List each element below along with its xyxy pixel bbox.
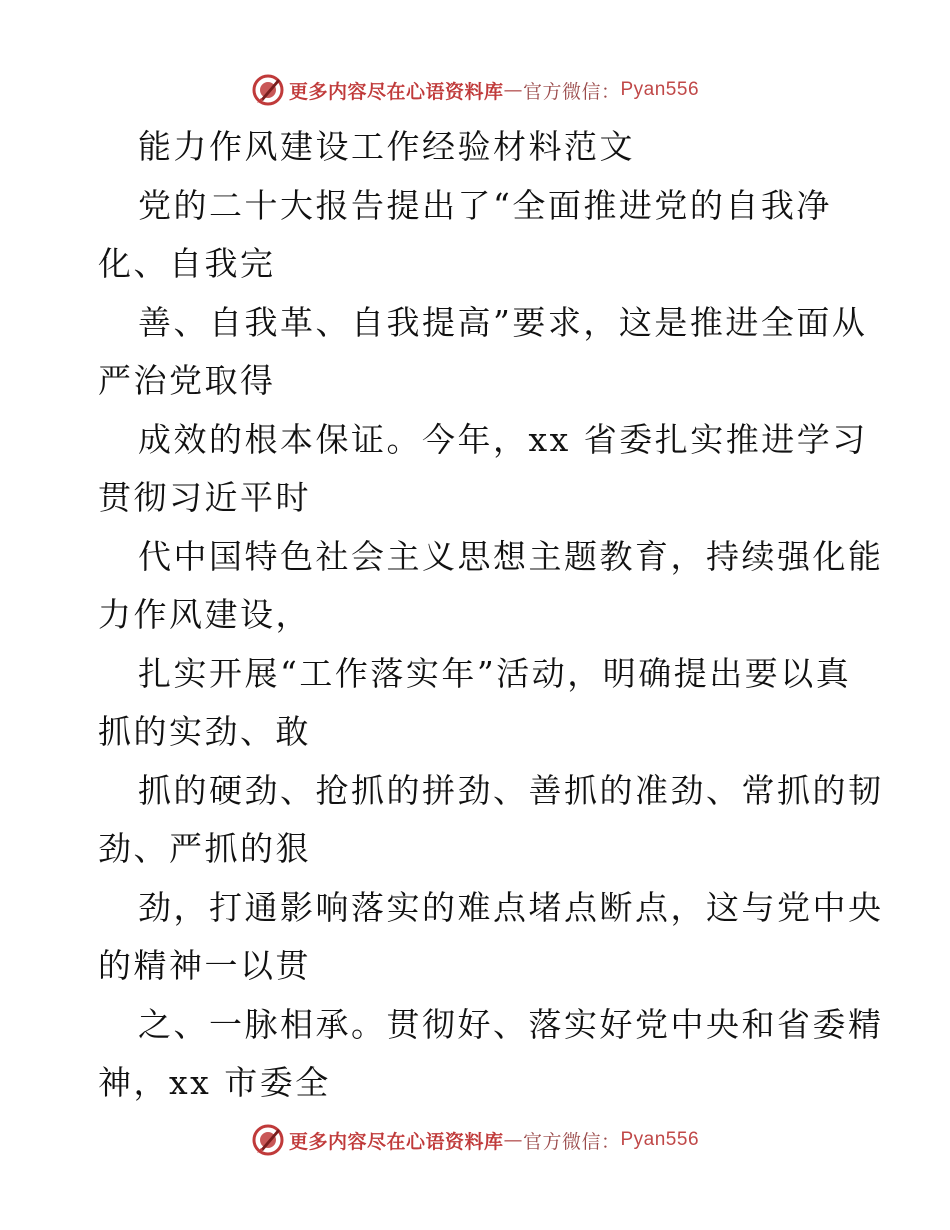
- quill-seal-icon: [251, 73, 285, 107]
- text-line: 代中国特色社会主义思想主题教育，持续强化能: [138, 536, 884, 576]
- text-line: 党的二十大报告提出了“全面推进党的自我净: [138, 185, 832, 225]
- watermark-wechat-account: Pyan556: [620, 79, 700, 100]
- text-line: 神，xx 市委全: [98, 1063, 331, 1102]
- quill-seal-icon: [251, 1123, 285, 1157]
- text-line: 劲、严抓的狠: [98, 829, 311, 868]
- text-line: 的精神一以贯: [98, 946, 311, 985]
- text-line: 抓的硬劲、抢抓的拼劲、善抓的准劲、常抓的韧: [138, 770, 884, 810]
- text-line: 严治党取得: [98, 361, 276, 400]
- text-line: 成效的根本保证。今年，xx 省委扎实推进学习: [138, 419, 868, 459]
- watermark-brand: 更多内容尽在心语资料库: [288, 80, 504, 103]
- document-body: [98, 118, 884, 1113]
- text-line: 化、自我完: [98, 244, 276, 283]
- footer-watermark: [0, 1118, 950, 1162]
- text-line: 劲，打通影响落实的难点堵点断点，这与党中央: [138, 887, 884, 927]
- watermark-wechat-label: 官方微信：: [522, 1130, 621, 1153]
- text-line: 扎实开展“工作落实年”活动，明确提出要以真: [138, 653, 852, 693]
- text-line: 力作风建设，: [98, 595, 311, 634]
- watermark-separator: —: [503, 1129, 523, 1151]
- text-line: 善、自我革、自我提高”要求，这是推进全面从: [138, 302, 868, 342]
- watermark-separator: —: [503, 79, 523, 101]
- text-line: 贯彻习近平时: [98, 478, 311, 517]
- watermark-wechat-account: Pyan556: [620, 1129, 700, 1150]
- header-watermark: [0, 68, 950, 112]
- document-title: 能力作风建设工作经验材料范文: [138, 127, 635, 166]
- text-line: 抓的实劲、敢: [98, 712, 311, 751]
- watermark-brand: 更多内容尽在心语资料库: [288, 1130, 504, 1153]
- watermark-wechat-label: 官方微信：: [522, 80, 621, 103]
- text-line: 之、一脉相承。贯彻好、落实好党中央和省委精: [138, 1004, 884, 1044]
